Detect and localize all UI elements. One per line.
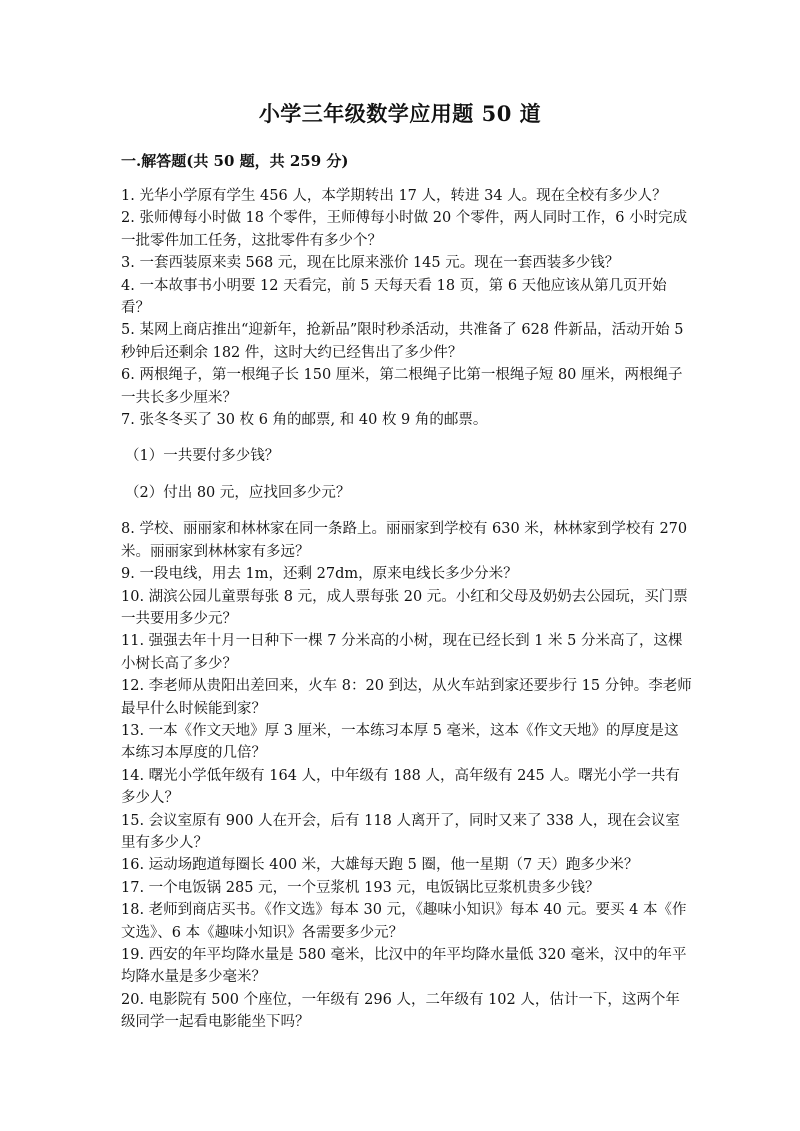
page-title: 小学三年级数学应用题 50 道 (258, 101, 542, 126)
question-item: 11. 强强去年十月一日种下一棵 7 分米高的小树，现在已经长到 1 米 5 分米高了，这棵小树长高了多少？ (121, 633, 683, 672)
question-item: 12. 李老师从贵阳出差回来，火车 8：20 到达，从火车站到家还要步行 15 分钟。李老师最早什么时候能到家？ (121, 678, 692, 717)
question-item: 1. 光华小学原有学生 456 人，本学期转出 17 人，转进 34 人。现在全校有多少人？ (121, 188, 667, 204)
question-item: 6. 两根绳子，第一根绳子长 150 厘米，第二根绳子比第一根绳子短 80 厘米，两根绳子一共长多少厘米？ (121, 367, 683, 406)
question-item: 9. 一段电线，用去 1m，还剩 27dm，原来电线长多少分米？ (121, 566, 518, 583)
question-item: 14. 曙光小学低年级有 164 人，中年级有 188 人，高年级有 245 人。曙光小学一共有多少人？ (121, 767, 680, 807)
question-item: 3. 一套西装原来卖 568 元，现在比原来涨价 145 元。现在一套西装多少钱？ (121, 255, 620, 272)
question-item: 8. 学校、丽丽家和林林家在同一条路上。丽丽家到学校有 630 米，林林家到学校有 270 米。丽丽家到林林家有多远？ (121, 521, 688, 560)
question-list (121, 185, 693, 1034)
question-item: 16. 运动场跑道每圈长 400 米，大雄每天跑 5 圈，他一星期（7 天）跑多少米？ (121, 857, 639, 874)
question-item: 20. 电影院有 500 个座位，一年级有 296 人，二年级有 102 人，估计一下，这两个年级同学一起看电影能坐下吗？ (121, 991, 680, 1031)
question-item: 4. 一本故事书小明要 12 天看完，前 5 天每天看 18 页，第 6 天他应该从第几页开始看？ (121, 277, 667, 317)
question-item: 15. 会议室原有 900 人在开会，后有 118 人离开了，同时又来了 338 人，现在会议室里有多少人？ (121, 812, 680, 851)
question-item: 5. 某网上商店推出“迎新年，抢新品”限时秒杀活动，共准备了 628 件新品，活动开始 5 秒钟后还剩余 182 件，这时大约已经售出了多少件？ (121, 322, 684, 361)
question-item: 17. 一个电饭锅 285 元，一个豆浆机 193 元，电饭锅比豆浆机贵多少钱？ (121, 879, 600, 896)
subquestion-item: （2）付出 80 元，应找回多少元？ (125, 484, 351, 501)
subquestion-item: （1）一共要付多少钱？ (125, 448, 280, 465)
section-heading: 一.解答题(共 50 题，共 259 分) (121, 152, 349, 170)
question-item: 19. 西安的年平均降水量是 580 毫米，比汉中的年平均降水量低 320 毫米，汉中的年平均降水量是多少毫米？ (121, 947, 687, 986)
question-item: 7. 张冬冬买了 30 枚 6 角的邮票, 和 40 枚 9 角的邮票。 (121, 412, 488, 429)
question-item: 10. 湖滨公园儿童票每张 8 元，成人票每张 20 元。小红和父母及奶奶去公园玩，买门票一共要用多少元？ (121, 588, 688, 627)
question-item: 2. 张师傅每小时做 18 个零件，王师傅每小时做 20 个零件，两人同时工作，6 小时完成一批零件加工任务，这批零件有多少个？ (121, 210, 688, 249)
question-item: 18. 老师到商店买书。《作文选》每本 30 元，《趣味小知识》每本 40 元。要买 4 本《作文选》、6 本《趣味小知识》各需要多少元？ (121, 902, 687, 941)
question-item: 13. 一本《作文天地》厚 3 厘米，一本练习本厚 5 毫米，这本《作文天地》的厚度是这本练习本厚度的几倍？ (121, 722, 679, 762)
